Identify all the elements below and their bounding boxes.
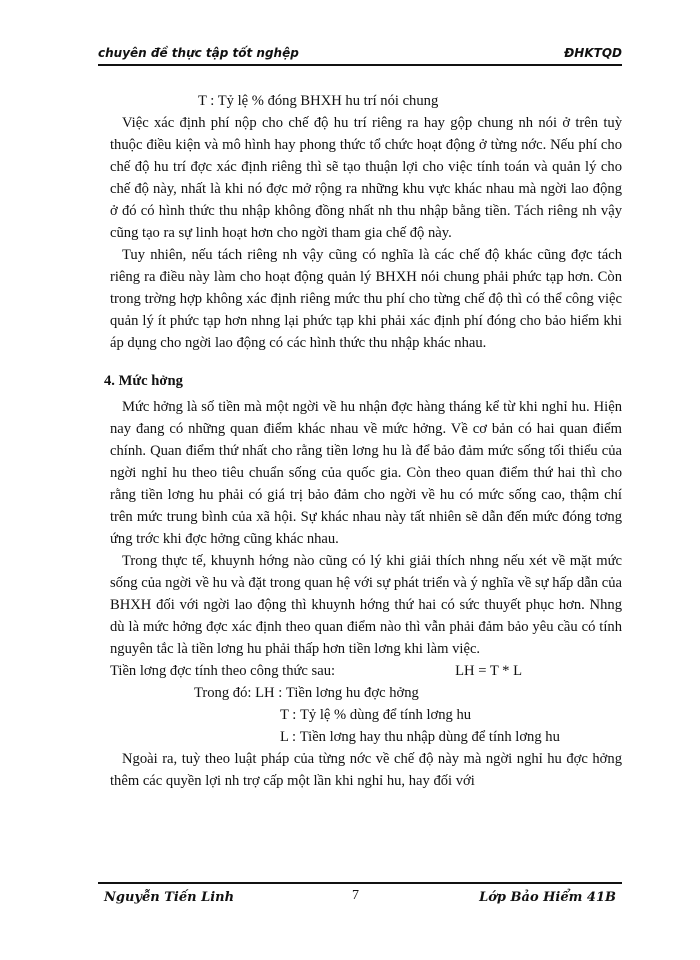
footer-class: Lớp Bảo Hiểm 41B	[479, 890, 616, 905]
section-heading: 4. Mức hởng	[104, 373, 183, 389]
formula-line	[110, 660, 622, 682]
header-title: chuyên đề thực tập tốt nghệp	[98, 46, 299, 60]
definition-text: Tiền lơng hu đợc hởng	[285, 685, 419, 701]
definition-label: L :	[280, 729, 297, 745]
definition-text: Tỷ lệ % dùng để tính lơng hu	[300, 707, 472, 723]
paragraph-3: Mức hởng là số tiền mà một ngời về hu nhận đợc hàng tháng kể từ khi nghỉ hu. Hiện nay đang có những quan điểm khác nhau về mức hởng. Về cơ bản có hai quan điểm chính. Quan điểm thứ nhất cho rằng tiền lơng hu là để bảo đảm mức sống tối thiểu của ngời nghỉ hu theo tiêu chuẩn sống của quốc gia. Còn theo quan điểm thứ hai thì cho rằng tiền lơng hu phải có giá trị bảo đảm cho ngời về hu có mức sống cao, thậm chí trên mức trung bình của xã hội. Sự khác nhau này tất nhiên sẽ dẫn đến mức đóng tơng ứng trớc khi đợc hởng cũng khác nhau.	[110, 399, 622, 547]
definition-t	[194, 704, 622, 726]
paragraph-5: Ngoài ra, tuỳ theo luật pháp của từng nớc về chế độ này mà ngời nghỉ hu đợc hởng thêm các quyền lợi nh trợ cấp một lần khi nghỉ hu, hay đối với	[110, 751, 622, 789]
page-footer	[98, 882, 622, 912]
footer-author: Nguyễn Tiến Linh	[104, 890, 235, 905]
paragraph-2: Tuy nhiên, nếu tách riêng nh vậy cũng có nghĩa là các chế độ khác cũng đợc tách riêng ra điều này làm cho hoạt động quản lý BHXH nói chung phải phức tạp hơn. Còn trong trờng hợp không xác định riêng mức thu phí cho từng chế độ thì có thể công việc quản lý ít phức tạp hơn nhng lại phức tạp khi phải xác định phí đóng cho bảo hiểm khi áp dụng cho ngời lao động có các hình thức thu nhập khác nhau.	[110, 247, 622, 351]
document-body	[104, 90, 622, 792]
header-school: ĐHKTQD	[564, 46, 622, 60]
definition-l	[194, 726, 622, 748]
definition-text: Tiền lơng hay thu nhập dùng để tính lơng hu	[299, 729, 560, 745]
formula-text: Tiền lơng đợc tính theo công thức sau:	[110, 663, 336, 679]
paragraph-1: Việc xác định phí nộp cho chế độ hu trí riêng ra hay gộp chung nh nói ở trên tuỳ thuộc điều kiện và mô hình hay phong thức tổ chức hoạt động ở từng nớc. Nếu phí cho chế độ hu trí đợc xác định riêng thì sẽ tạo thuận lợi cho việc tính toán và quản lý cho chế độ này, nhất là khi nó đợc mở rộng ra những khu vực khác nhau mà ngời lao động ở đó có hình thức thu nhập không đồng nhất nh thu nhập bằng tiền. Tách riêng nh vậy cũng tạo ra sự linh hoạt hơn cho ngời tham gia chế độ này.	[110, 115, 622, 241]
page-number: 7	[352, 888, 359, 903]
page-header	[98, 44, 622, 66]
paragraph-4: Trong thực tế, khuynh hớng nào cũng có lý khi giải thích nhng nếu xét về mặt mức sống của ngời về hu và đặt trong quan hệ với sự phát triển và ý nghĩa về sự hấp dẫn của BHXH đối với ngời lao động thì khuynh hớng thứ hai có sức thuyết phục hơn. Nhng dù là mức hởng đợc xác định theo quan điểm nào thì vẫn phải đảm bảo yêu cầu có tính nguyên tắc là tiền lơng hu phải thấp hơn tiền lơng khi làm việc.	[110, 553, 622, 657]
definition-label: Trong đó: LH :	[194, 685, 283, 701]
formula-definitions	[194, 682, 622, 748]
definition-label: T :	[280, 707, 297, 723]
definition-lh	[194, 682, 622, 704]
paragraph-definition-t: T : Tỷ lệ % đóng BHXH hu trí nói chung	[198, 93, 439, 109]
formula-equation: LH = T * L	[455, 663, 522, 679]
